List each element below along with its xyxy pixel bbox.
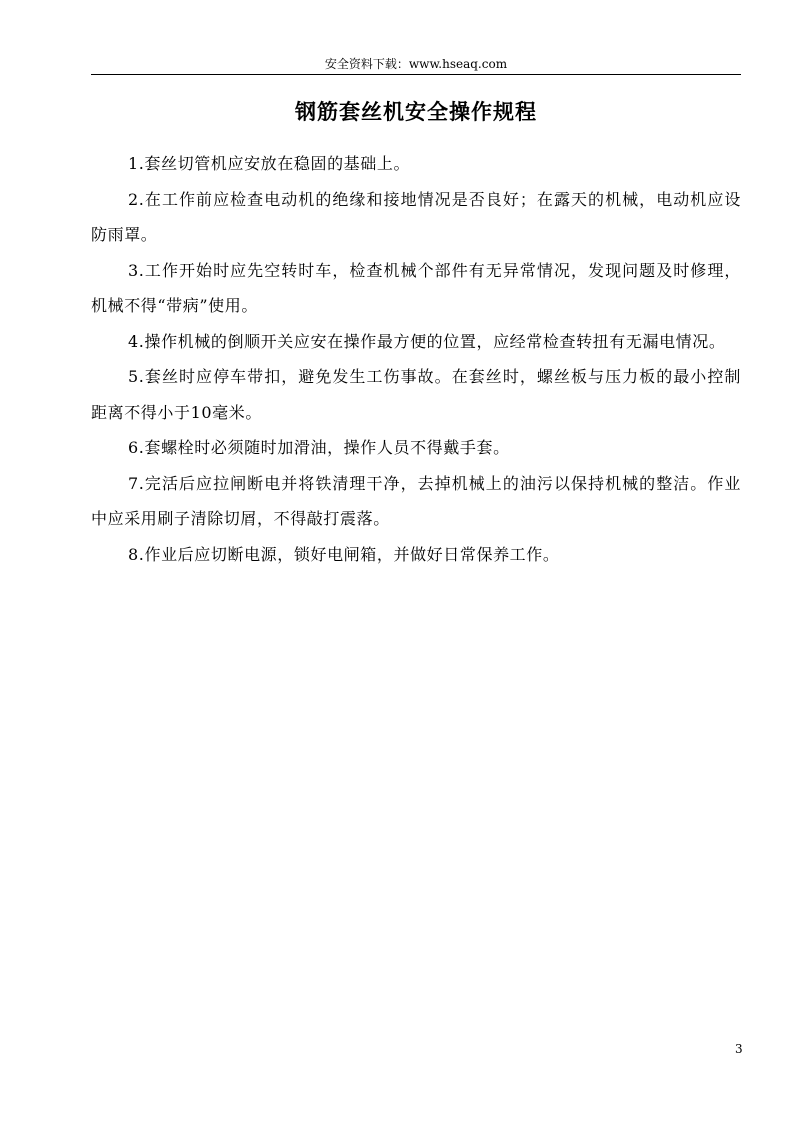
header-divider <box>91 74 741 75</box>
page-number: 3 <box>735 1042 743 1056</box>
clause-1: 1.套丝切管机应安放在稳固的基础上。 <box>128 154 411 173</box>
clause-6: 6.套螺栓时必须随时加滑油，操作人员不得戴手套。 <box>128 438 510 457</box>
clause-4: 4.操作机械的倒顺开关应安在操作最方便的位置，应经常检查转扭有无漏电情况。 <box>128 331 726 351</box>
clause-5: 5.套丝时应停车带扣，避免发生工伤事故。在套丝时，螺丝板与压力板的最小控制距离不得小于10毫米。 <box>91 367 741 422</box>
document-title: 钢筋套丝机安全操作规程 <box>295 99 537 124</box>
page-header: 安全资料下载：www.hseaq.com <box>324 57 508 71</box>
clause-7: 7.完活后应拉闸断电并将铁清理干净，去掉机械上的油污以保持机械的整洁。作业中应采用刷子清除切屑，不得敲打震落。 <box>91 473 741 528</box>
clause-8: 8.作业后应切断电源，锁好电闸箱，并做好日常保养工作。 <box>128 544 560 564</box>
clause-3: 3.工作开始时应先空转时车，检查机械个部件有无异常情况，发现问题及时修理，机械不得“带病”使用。 <box>91 260 741 315</box>
clause-2: 2.在工作前应检查电动机的绝缘和接地情况是否良好；在露天的机械，电动机应设防雨罩。 <box>91 189 741 244</box>
document-body <box>91 146 741 572</box>
